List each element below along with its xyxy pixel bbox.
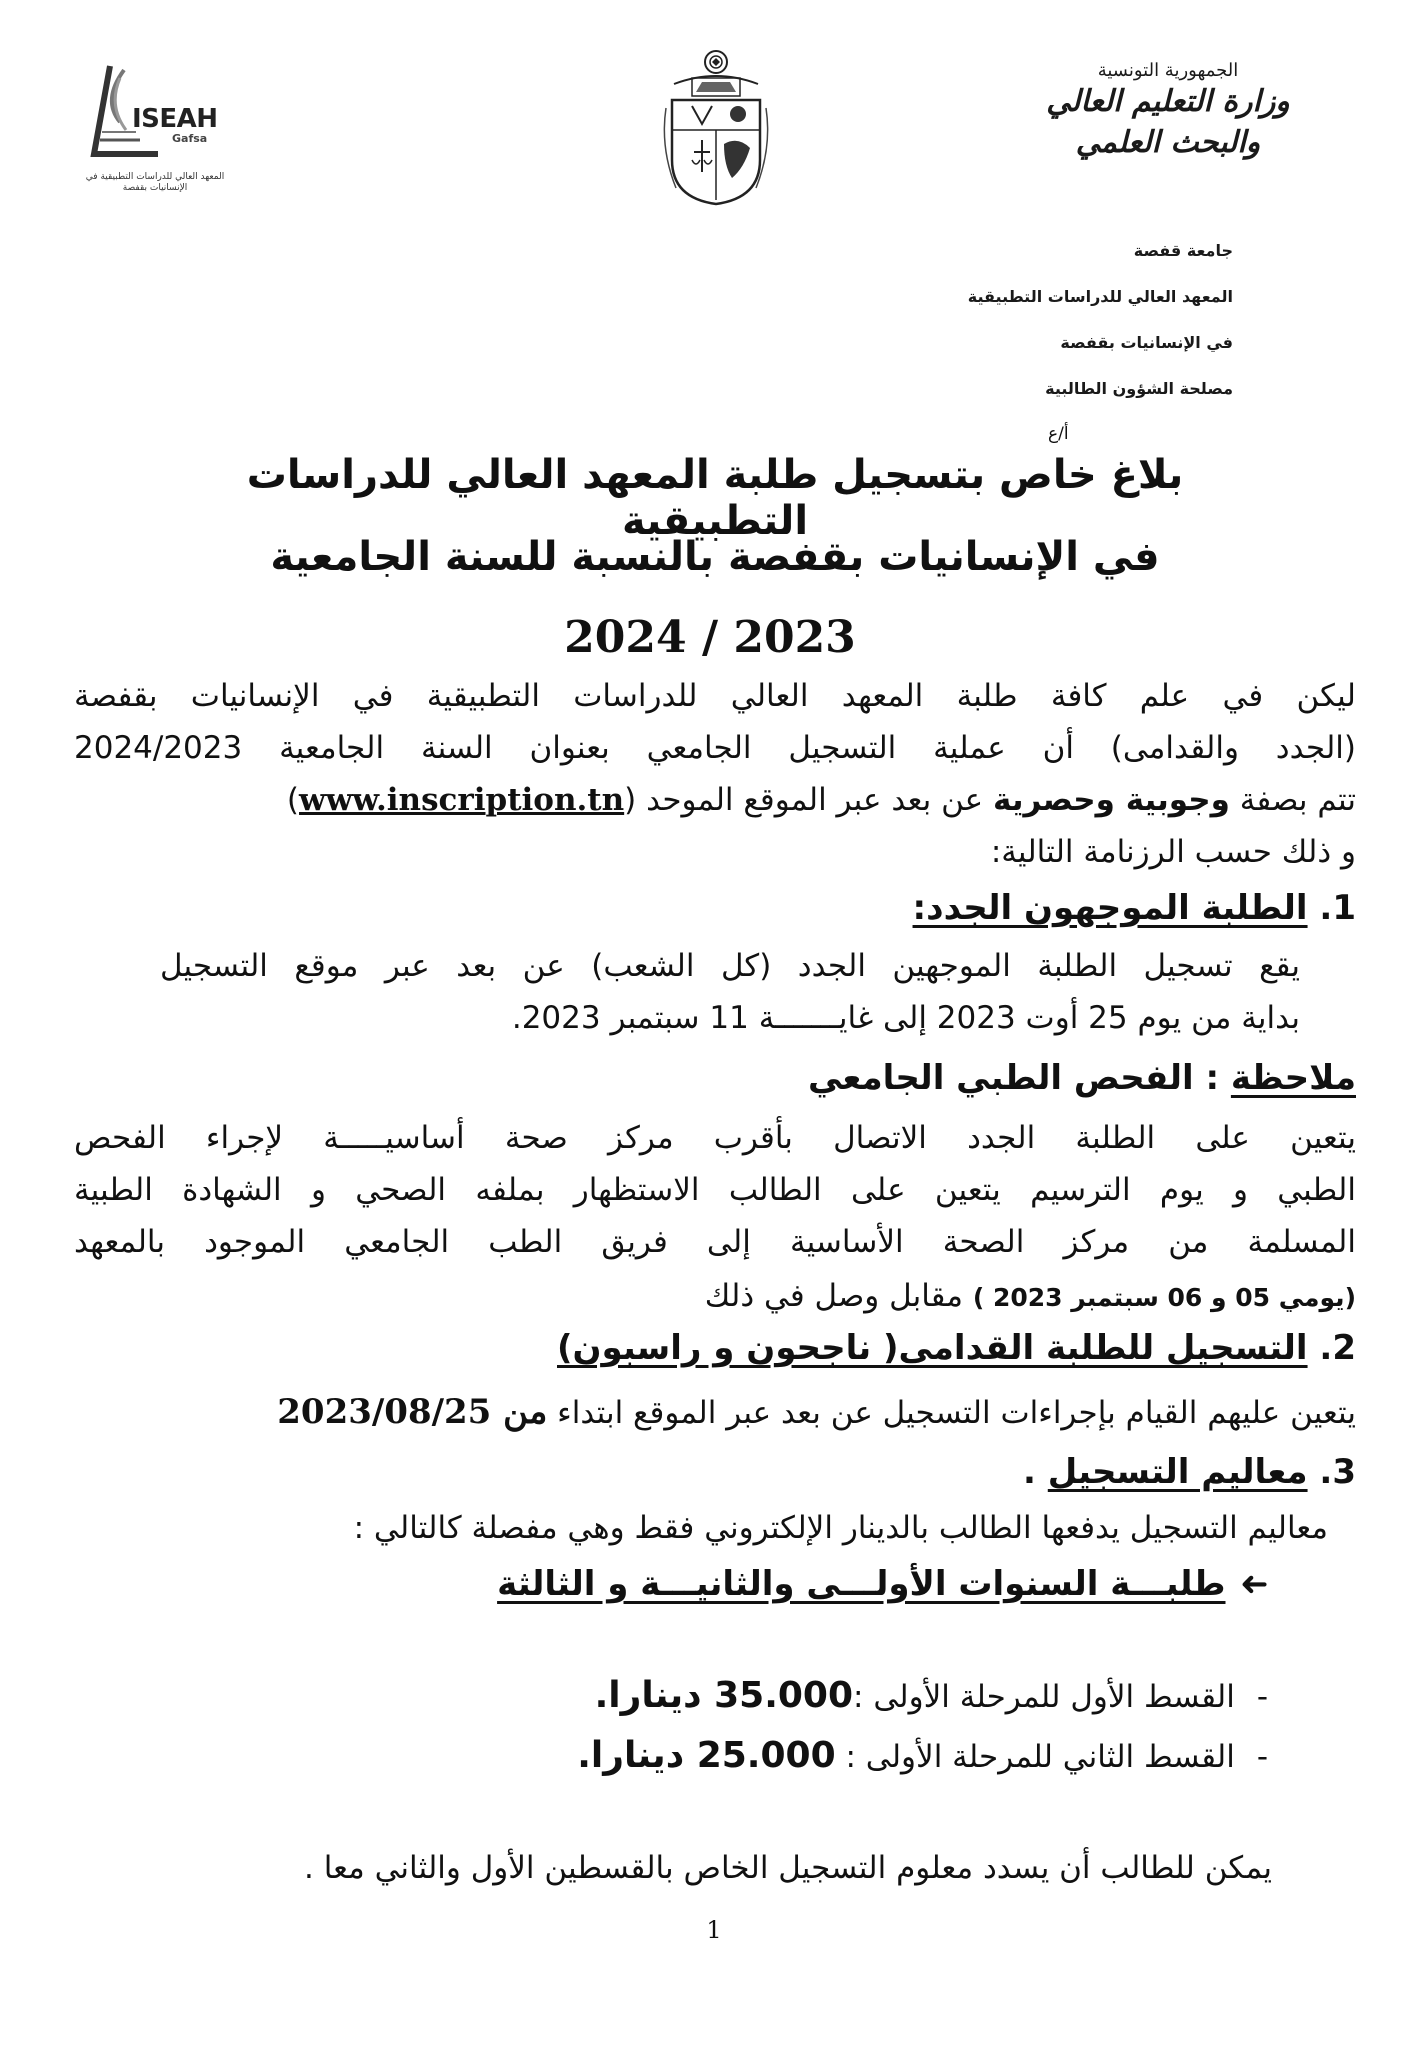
- note-text: مقابل وصل في ذلك: [704, 1278, 973, 1314]
- intro-text: ): [286, 782, 300, 818]
- institute-line: المعهد العالي للدراسات التطبيقية: [967, 287, 1233, 306]
- arrow-left-icon: ➜: [1239, 1564, 1268, 1604]
- note-label: ملاحظة: [1230, 1058, 1356, 1098]
- note-line: المسلمة من مركز الصحة الأساسية إلى فريق الطب الجامعي الموجود بالمعهد: [74, 1224, 1356, 1260]
- ministry-line: وزارة التعليم العالي: [1046, 84, 1290, 119]
- fee-item: [577, 1736, 1268, 1777]
- reference-code: أ/ع: [1048, 424, 1069, 444]
- note-line: الطبي و يوم الترسيم يتعين على الطالب الاستظهار بملفه الصحي و الشهادة الطبية: [74, 1172, 1356, 1208]
- page-title: بلاغ خاص بتسجيل طلبة المعهد العالي للدراسات التطبيقية: [246, 452, 1184, 544]
- fees-subheading-text: طلبـــة السنوات الأولـــى والثانيـــة و الثالثة: [497, 1564, 1226, 1604]
- section-1-heading: [913, 888, 1356, 928]
- section-2-line: [277, 1392, 1356, 1433]
- intro-line: و ذلك حسب الرزنامة التالية:: [990, 834, 1356, 870]
- intro-text: تتم بصفة: [1229, 782, 1356, 818]
- section-3-heading: [1023, 1452, 1356, 1492]
- intro-emphasis: وجوبية وحصرية: [993, 782, 1230, 818]
- section-number: 1.: [1319, 888, 1356, 928]
- intro-line: (الجدد والقدامى) أن عملية التسجيل الجامعي بعنوان السنة الجامعية 2024/2023: [74, 730, 1356, 766]
- section-3-line: معاليم التسجيل يدفعها الطالب بالدينار الإلكتروني فقط وهي مفصلة كالتالي :: [353, 1510, 1328, 1546]
- section-title: التسجيل للطلبة القدامى( ناجحون و راسبون): [557, 1328, 1308, 1368]
- section-number: 2.: [1319, 1328, 1356, 1368]
- closing-note: يمكن للطالب أن يسدد معلوم التسجيل الخاص بالقسطين الأول والثاني معا .: [304, 1850, 1272, 1886]
- fees-subheading: [497, 1564, 1268, 1604]
- fee-item: [595, 1676, 1268, 1717]
- intro-line: ليكن في علم كافة طلبة المعهد العالي للدراسات التطبيقية في الإنسانيات بقفصة: [74, 678, 1356, 714]
- section-2-date: من 2023/08/25: [277, 1392, 548, 1432]
- section-title: معاليم التسجيل: [1047, 1452, 1308, 1492]
- note-dates: (يومي 05 و 06 سبتمبر 2023 ): [972, 1283, 1356, 1312]
- logo-city: Gafsa: [172, 132, 208, 145]
- registration-link[interactable]: www.inscription.tn: [299, 782, 625, 818]
- service-line: مصلحة الشؤون الطالبية: [1045, 379, 1233, 398]
- university-line: جامعة قفصة: [1133, 241, 1233, 260]
- note-title: : الفحص الطبي الجامعي: [808, 1058, 1231, 1098]
- dash: -: [1256, 1679, 1268, 1715]
- section-1-line: بداية من يوم 25 أوت 2023 إلى غايـــــــة 11 سبتمبر 2023.: [511, 1000, 1300, 1036]
- section-title-dot: .: [1023, 1452, 1048, 1492]
- section-1-line: يقع تسجيل الطلبة الموجهين الجدد (كل الشعب) عن بعد عبر موقع التسجيل: [160, 948, 1300, 984]
- section-number: 3.: [1319, 1452, 1356, 1492]
- page-title-line-2: في الإنسانيات بقفصة بالنسبة للسنة الجامعية: [270, 534, 1160, 580]
- republic-line: الجمهورية التونسية: [1097, 60, 1239, 81]
- ministry-header: [978, 60, 1358, 163]
- fee-amount: 25.000 دينارا.: [577, 1735, 836, 1776]
- iseah-logo: [80, 60, 240, 210]
- note-line: [705, 1276, 1356, 1318]
- section-2-text: يتعين عليهم القيام بإجراءات التسجيل عن بعد عبر الموقع ابتداء: [547, 1395, 1356, 1431]
- ministry-line-2: والبحث العلمي: [1075, 125, 1261, 160]
- institute-line-2: في الإنسانيات بقفصة: [1060, 333, 1233, 352]
- intro-text: عن بعد عبر الموقع الموحد (: [624, 782, 994, 818]
- fee-label: القسط الأول للمرحلة الأولى :: [853, 1679, 1235, 1715]
- dash: -: [1256, 1739, 1268, 1775]
- fee-amount: 35.000 دينارا.: [594, 1675, 854, 1716]
- note-heading: [808, 1058, 1356, 1098]
- fee-label: القسط الثاني للمرحلة الأولى :: [835, 1739, 1235, 1775]
- institution-block: [873, 228, 1233, 412]
- academic-year: 2024 / 2023: [564, 612, 856, 663]
- note-line: يتعين على الطلبة الجدد الاتصال بأقرب مركز صحة أساسيـــــة لإجراء الفحص: [74, 1120, 1356, 1156]
- section-title: الطلبة الموجهون الجدد:: [912, 888, 1308, 928]
- section-2-heading: [557, 1328, 1356, 1368]
- logo-description: المعهد العالي للدراسات التطبيقية في الإنسانيات بقفصة: [85, 172, 225, 193]
- coat-of-arms-icon: [652, 48, 780, 208]
- page-number: 1: [706, 1916, 722, 1944]
- intro-line: [287, 780, 1356, 820]
- logo-brand: ISEAH: [132, 104, 218, 134]
